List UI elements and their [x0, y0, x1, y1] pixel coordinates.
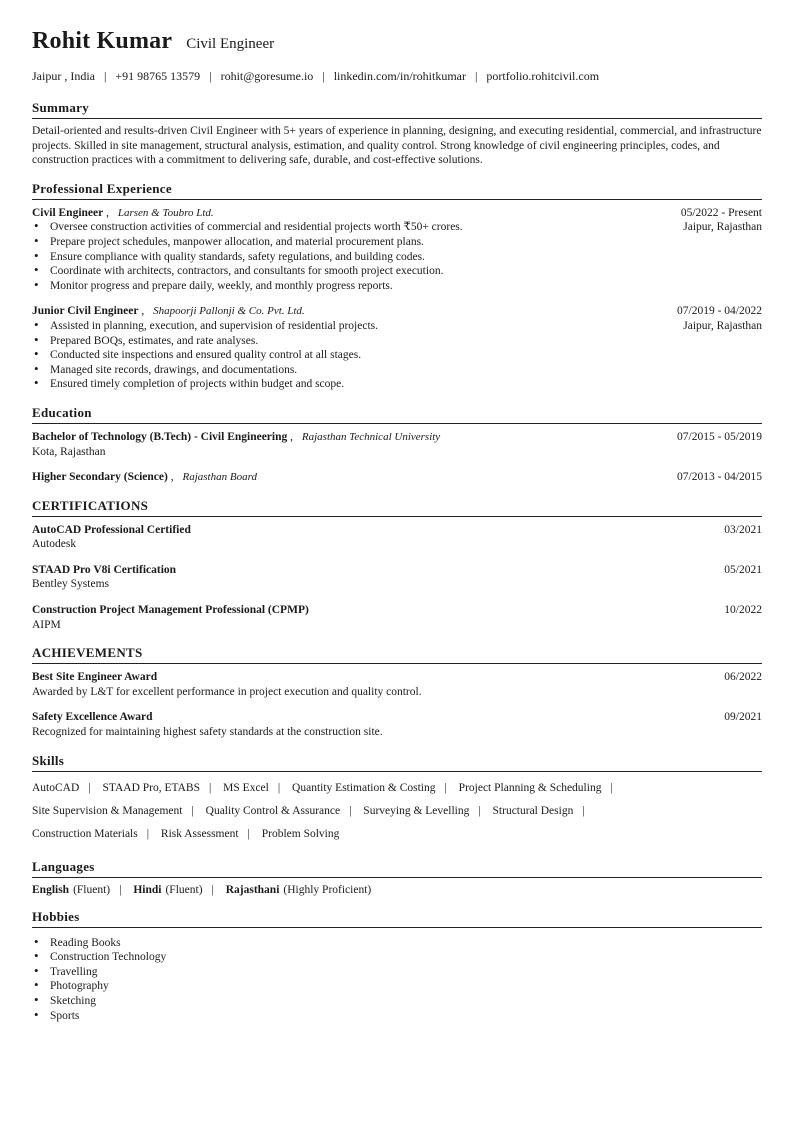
skill-item: Surveying & Levelling	[363, 804, 470, 817]
contact-linkedin[interactable]: linkedin.com/in/rohitkumar	[333, 69, 466, 83]
job-bullet: • Oversee construction activities of commercial and residential projects worth ₹50+ crores.	[32, 220, 463, 235]
education-dates: 07/2015 - 05/2019	[677, 430, 762, 443]
education-heading: Education	[32, 405, 762, 424]
certification-date: 10/2022	[724, 604, 762, 617]
education-dates: 07/2013 - 04/2015	[677, 471, 762, 484]
skill-item: Risk Assessment	[160, 827, 239, 840]
job-bullet: • Managed site records, drawings, and documentations.	[32, 363, 378, 378]
education-degree: Higher Secondary (Science)	[32, 471, 168, 484]
hobbies-heading: Hobbies	[32, 909, 762, 928]
contact-location: Jaipur , India	[32, 69, 95, 83]
job-dates: 07/2019 - 04/2022	[677, 305, 762, 318]
achievement-description: Recognized for maintaining highest safety standards at the construction site.	[32, 726, 383, 739]
skill-item: AutoCAD	[32, 781, 80, 794]
job-location: Jaipur, Rajasthan	[683, 221, 762, 234]
certification-entry	[32, 523, 762, 552]
achievement-date: 09/2021	[724, 711, 762, 724]
certifications-heading: CERTIFICATIONS	[32, 498, 762, 517]
achievement-date: 06/2022	[724, 671, 762, 684]
skills-list	[32, 777, 762, 846]
job-bullet: • Ensure compliance with quality standards, safety regulations, and building codes.	[32, 250, 463, 265]
skill-item: Project Planning & Scheduling	[458, 781, 602, 794]
contact-phone[interactable]: +91 98765 13579	[115, 69, 201, 83]
certification-date: 03/2021	[724, 523, 762, 536]
language-name: English	[32, 883, 70, 896]
skills-line: Site Supervision & Management | Quality Control & Assurance | Surveying & Levelling | Structural Design |	[32, 804, 585, 817]
hobby-item: • Sports	[32, 1009, 762, 1024]
experience-entry: Civil Engineer , Larsen & Toubro Ltd. • Oversee construction activities of commercial and residential projects worth ₹50+ crores. • Prepare project schedules, manpower allocation, and material procurement plans. • Ensure compliance with quality standards, safety regulations, and building codes. • Coordinate with architects, contractors, and consultants for smooth project execution. • Monitor progress and prepare daily, weekly, and monthly progress reports. 05/2022 - Present Jaipur, Rajasthan	[32, 206, 762, 294]
job-position: Civil Engineer	[32, 206, 104, 219]
contact-line	[32, 69, 762, 84]
language-name: Rajasthani	[225, 883, 280, 896]
language-name: Hindi	[133, 883, 162, 896]
contact-separator: |	[103, 69, 107, 83]
job-bullet: • Coordinate with architects, contractors, and consultants for smooth project execution.	[32, 264, 463, 279]
language-level: (Highly Proficient)	[283, 883, 372, 896]
skill-item: Quantity Estimation & Costing	[292, 781, 436, 794]
skill-item: Construction Materials	[32, 827, 138, 840]
contact-portfolio[interactable]: portfolio.rohitcivil.com	[486, 69, 600, 83]
job-bullet: • Prepare project schedules, manpower allocation, and material procurement plans.	[32, 235, 463, 250]
languages-heading: Languages	[32, 859, 762, 878]
contact-separator: |	[475, 69, 478, 83]
job-bullets	[32, 220, 463, 293]
achievement-name: Safety Excellence Award	[32, 711, 153, 724]
candidate-role: Civil Engineer	[186, 36, 275, 52]
job-dates: 05/2022 - Present	[680, 206, 762, 219]
summary-text: Detail-oriented and results-driven Civil Engineer with 5+ years of experience in planning, designing, and executing residential, commercial, and infrastructure projects. Skilled in site management, structural analysis, estimation, and quality control. Strong knowledge of civil engineering principles, codes, and construction practices with a commitment to delivering safe, durable, and cost-effective solutions.	[32, 125, 762, 167]
certification-issuer: Bentley Systems	[32, 578, 109, 591]
job-bullet: • Conducted site inspections and ensured quality control at all stages.	[32, 348, 378, 363]
job-bullets	[32, 319, 378, 392]
job-company: Shapoorji Pallonji & Co. Pvt. Ltd.	[153, 305, 305, 318]
summary-heading: Summary	[32, 100, 762, 119]
skill-item: Site Supervision & Management	[32, 804, 183, 817]
resume-header	[32, 28, 762, 55]
education-entry: Higher Secondary (Science) , Rajasthan Board 07/2013 - 04/2015	[32, 471, 762, 484]
hobby-item: • Photography	[32, 979, 762, 994]
skill-item: MS Excel	[223, 781, 269, 794]
skills-heading: Skills	[32, 753, 762, 772]
job-location: Jaipur, Rajasthan	[683, 319, 762, 332]
education-location: Kota, Rajasthan	[32, 445, 106, 458]
language-level: (Fluent)	[73, 883, 111, 896]
candidate-name: Rohit Kumar	[32, 28, 173, 54]
hobby-item: • Construction Technology	[32, 950, 762, 965]
experience-entry: Junior Civil Engineer , Shapoorji Pallonji & Co. Pvt. Ltd. • Assisted in planning, execution, and supervision of residential projects. • Prepared BOQs, estimates, and rate analyses. • Conducted site inspections and ensured quality control at all stages. • Managed site records, drawings, and documentations. • Ensured timely completion of projects within budget and scope. 07/2019 - 04/2022 Jaipur, Rajasthan	[32, 304, 762, 392]
certification-entry	[32, 563, 762, 592]
certification-name: AutoCAD Professional Certified	[32, 523, 191, 536]
skills-line: AutoCAD | STAAD Pro, ETABS | MS Excel | Quantity Estimation & Costing | Project Planning & Scheduling |	[32, 781, 613, 794]
achievement-entry	[32, 670, 762, 699]
achievement-description: Awarded by L&T for excellent performance in project execution and quality control.	[32, 685, 422, 698]
hobby-item: • Travelling	[32, 965, 762, 980]
skill-item: Problem Solving	[261, 827, 340, 840]
hobbies-list	[32, 936, 762, 1024]
hobby-item: • Reading Books	[32, 936, 762, 951]
certification-issuer: Autodesk	[32, 538, 77, 551]
hobby-item: • Sketching	[32, 994, 762, 1009]
language-level: (Fluent)	[165, 883, 203, 896]
job-bullet: • Ensured timely completion of projects within budget and scope.	[32, 377, 378, 392]
contact-email[interactable]: rohit@goresume.io	[220, 69, 314, 83]
job-bullet: • Assisted in planning, execution, and supervision of residential projects.	[32, 319, 378, 334]
job-bullet: • Prepared BOQs, estimates, and rate analyses.	[32, 334, 378, 349]
certification-issuer: AIPM	[32, 618, 61, 631]
achievement-name: Best Site Engineer Award	[32, 671, 158, 684]
education-institution: Rajasthan Technical University	[301, 430, 441, 443]
job-position: Junior Civil Engineer	[32, 305, 139, 318]
languages-list: English (Fluent) | Hindi (Fluent) | Rajasthani (Highly Proficient)	[32, 883, 372, 896]
certification-name: Construction Project Management Professional (CPMP)	[32, 604, 309, 617]
skills-line: Construction Materials | Risk Assessment | Problem Solving	[32, 827, 340, 840]
skill-item: STAAD Pro, ETABS	[102, 781, 200, 794]
education-degree: Bachelor of Technology (B.Tech) - Civil Engineering	[32, 430, 288, 443]
skill-item: Quality Control & Assurance	[205, 804, 341, 817]
contact-separator: |	[209, 69, 212, 83]
certification-entry	[32, 603, 762, 632]
certification-name: STAAD Pro V8i Certification	[32, 563, 177, 576]
contact-separator: |	[322, 69, 325, 83]
education-entry: Bachelor of Technology (B.Tech) - Civil Engineering , Rajasthan Technical University 07/2015 - 05/2019 Kota, Rajasthan	[32, 430, 762, 458]
job-bullet: • Monitor progress and prepare daily, weekly, and monthly progress reports.	[32, 279, 463, 294]
achievement-entry	[32, 710, 762, 739]
certification-date: 05/2021	[724, 563, 762, 576]
achievements-heading: ACHIEVEMENTS	[32, 645, 762, 664]
education-institution: Rajasthan Board	[182, 471, 257, 484]
job-company: Larsen & Toubro Ltd.	[117, 206, 214, 219]
experience-heading: Professional Experience	[32, 181, 762, 200]
skill-item: Structural Design	[492, 804, 574, 817]
